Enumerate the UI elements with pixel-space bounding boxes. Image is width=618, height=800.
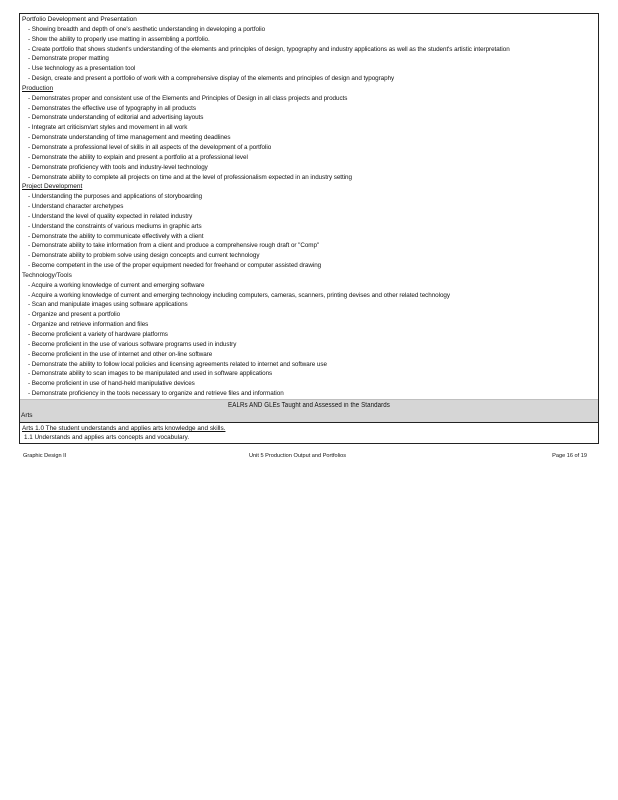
section-heading: Production — [22, 84, 54, 92]
list-item: - Show the ability to properly use matting in assembling a portfolio. — [28, 35, 210, 43]
list-item: - Demonstrate the ability to communicate effectively with a client — [28, 232, 204, 240]
list-item: - Demonstrate the ability to follow local policies and licensing agreements related to internet and software use — [28, 360, 327, 368]
page-footer — [23, 453, 587, 462]
list-item: - Become proficient in the use of various software programs used in industry — [28, 340, 237, 348]
list-item: - Understand the level of quality expected in related industry — [28, 212, 193, 220]
ealrs-title: EALRs AND GLEs Taught and Assessed in the Standards — [228, 401, 390, 409]
list-item: - Demonstrates proper and consistent use of the Elements and Principles of Design in all class projects and products — [28, 94, 348, 102]
list-item: - Become proficient a variety of hardware platforms — [28, 331, 168, 338]
standard-heading: Arts 1.0 The student understands and applies arts knowledge and skills. — [22, 424, 226, 432]
list-item: - Demonstrate understanding of time management and meeting deadlines — [28, 134, 231, 142]
list-item: - Demonstrate proficiency in the tools necessary to organize and retrieve files and information — [28, 390, 284, 398]
list-item: - Become competent in the use of the proper equipment needed for freehand or computer assisted drawing — [28, 262, 322, 270]
list-item: - Showing breadth and depth of one's aesthetic understanding in developing a portfolio — [28, 25, 266, 33]
curriculum-content — [20, 14, 598, 399]
list-item: - Demonstrate ability to take information from a client and produce a comprehensive rough draft or "Comp" — [28, 242, 320, 250]
list-item: - Design, create and present a portfolio of work with a comprehensive display of the elements and principles of design and typography — [28, 75, 395, 83]
footer-course: Graphic Design II — [23, 453, 67, 459]
ealrs-header-bar — [20, 399, 598, 422]
list-item: - Demonstrates the effective use of typography in all products — [28, 104, 196, 112]
list-item: - Demonstrate ability to complete all projects on time and at the level of professionalism expected in an industry setting — [28, 173, 352, 181]
list-item: - Scan and manipulate images using software applications — [28, 301, 188, 309]
list-item: - Understand character archetypes — [28, 203, 124, 211]
footer-page-number: Page 16 of 19 — [552, 453, 587, 459]
list-item: - Organize and retrieve information and files — [28, 321, 149, 329]
ealrs-subject: Arts — [21, 411, 33, 419]
standard-row — [20, 422, 598, 443]
list-item: - Create portfolio that shows student's understanding of the elements and principles of design, typography and industry applications as well as the student's artistic interpretation — [28, 45, 510, 53]
list-item: - Acquire a working knowledge of current and emerging software — [28, 281, 205, 289]
list-item: - Demonstrate a professional level of skills in all aspects of the development of a portfolio — [28, 143, 272, 151]
section-heading: Technology/Tools — [22, 271, 72, 279]
list-item: - Demonstrate ability to scan images to be manipulated and used in software applications — [28, 370, 273, 378]
list-item: - Integrate art criticism/art styles and movement in all work — [28, 124, 188, 132]
list-item: - Understanding the purposes and applications of storyboarding — [28, 193, 203, 201]
list-item: - Organize and present a portfolio — [28, 311, 121, 319]
list-item: - Demonstrate the ability to explain and present a portfolio at a professional level — [28, 153, 248, 161]
section-heading: Portfolio Development and Presentation — [22, 16, 137, 23]
list-item: - Demonstrate proficiency with tools and industry-level technology — [28, 163, 208, 171]
list-item: - Become proficient in the use of internet and other on-line software — [28, 350, 213, 358]
list-item: - Demonstrate proper matting — [28, 55, 109, 63]
list-item: - Acquire a working knowledge of current and emerging technology including computers, cameras, scanners, printing devises and other related technology — [28, 291, 450, 299]
list-item: - Use technology as a presentation tool — [28, 65, 136, 73]
list-item: - Demonstrate ability to problem solve using design concepts and current technology — [28, 252, 260, 260]
standard-item: 1.1 Understands and applies arts concepts and vocabulary. — [24, 433, 190, 441]
list-item: - Demonstrate understanding of editorial and advertising layouts — [28, 114, 204, 122]
list-item: - Understand the constraints of various mediums in graphic arts — [28, 222, 202, 230]
footer-unit: Unit 5 Production Output and Portfolios — [249, 453, 347, 459]
document-frame — [19, 13, 599, 444]
list-item: - Become proficient in use of hand-held manipulative devices — [28, 380, 195, 388]
section-heading: Project Development — [22, 183, 83, 191]
